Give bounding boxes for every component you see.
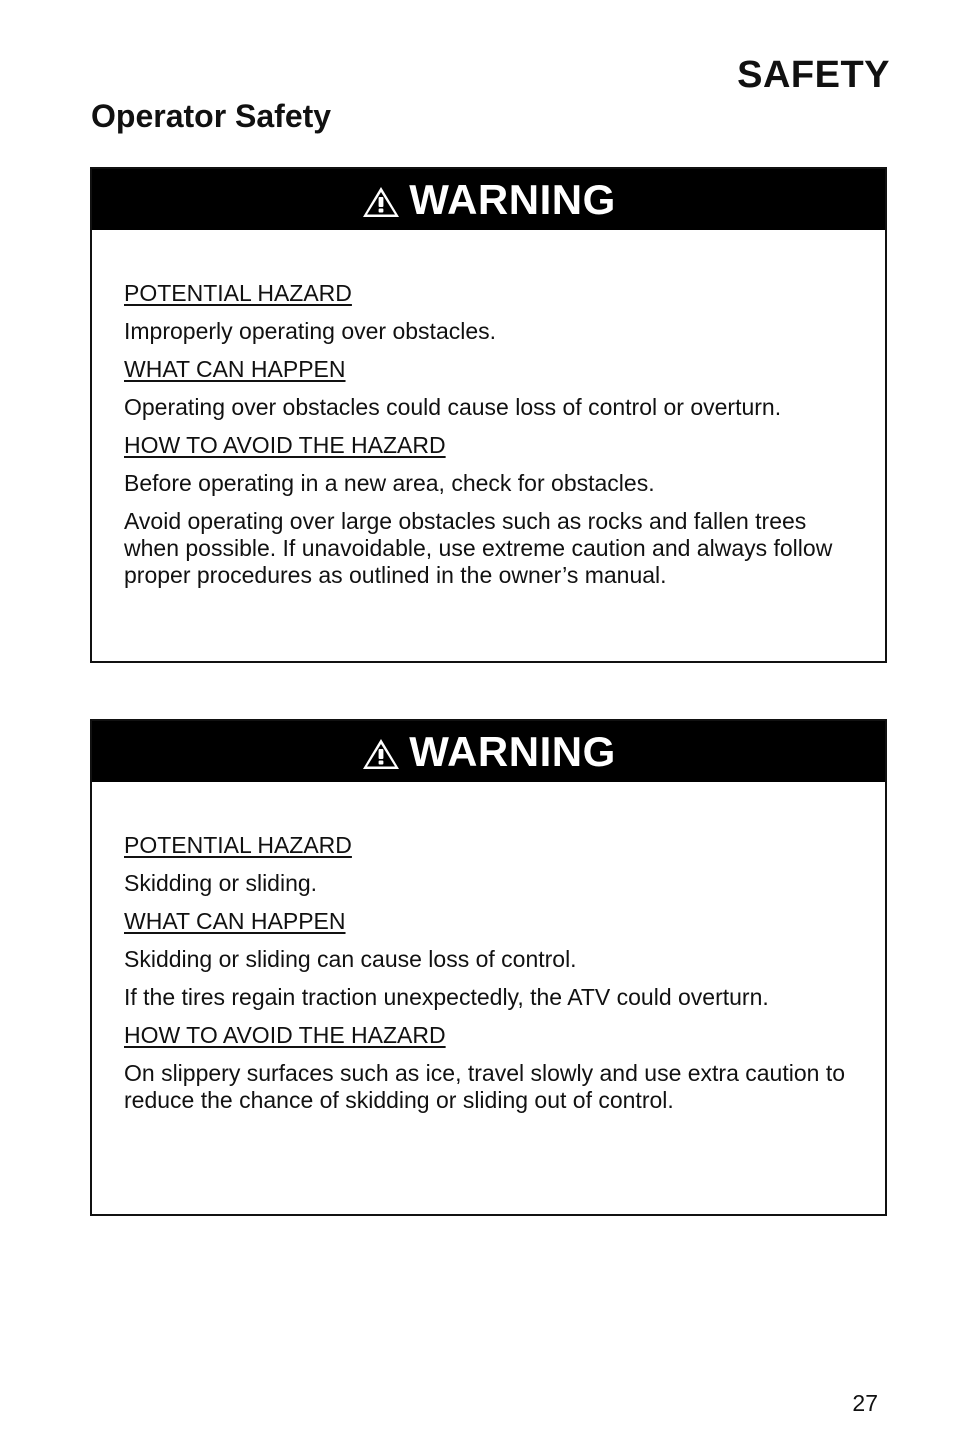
warning-triangle-icon — [361, 737, 401, 771]
how-to-avoid-text: On slippery surfaces such as ice, travel slowly and use extra caution to reduce the chance of skidding or sliding out of control. — [124, 1060, 846, 1113]
how-to-avoid-heading: HOW TO AVOID THE HAZARD — [124, 1022, 446, 1048]
warning-box-skidding — [90, 719, 887, 1216]
warning-triangle-icon — [361, 185, 401, 219]
warning-body — [92, 782, 885, 1114]
warning-header — [92, 169, 885, 230]
page-number: 27 — [852, 1390, 878, 1416]
how-to-avoid-heading: HOW TO AVOID THE HAZARD — [124, 432, 446, 458]
warning-header — [92, 721, 885, 782]
warning-box-obstacles — [90, 167, 887, 663]
how-to-avoid-text: Avoid operating over large obstacles such as rocks and fallen trees when possible. If unavoidable, use extreme caution and always follow proper procedures as outlined in the owner’s manual. — [124, 508, 833, 588]
what-can-happen-text: If the tires regain traction unexpectedly, the ATV could overturn. — [124, 984, 769, 1010]
potential-hazard-heading: POTENTIAL HAZARD — [124, 832, 352, 858]
warning-label: WARNING — [409, 727, 616, 775]
how-to-avoid-text: Before operating in a new area, check for obstacles. — [124, 470, 655, 496]
potential-hazard-text: Improperly operating over obstacles. — [124, 318, 497, 344]
what-can-happen-text: Skidding or sliding can cause loss of control. — [124, 946, 577, 972]
section-title: SAFETY — [737, 54, 890, 96]
what-can-happen-text: Operating over obstacles could cause loss of control or overturn. — [124, 394, 782, 420]
what-can-happen-heading: WHAT CAN HAPPEN — [124, 908, 346, 934]
warning-label: WARNING — [409, 175, 616, 223]
potential-hazard-heading: POTENTIAL HAZARD — [124, 280, 352, 306]
potential-hazard-text: Skidding or sliding. — [124, 870, 318, 896]
what-can-happen-heading: WHAT CAN HAPPEN — [124, 356, 346, 382]
subsection-title: Operator Safety — [91, 98, 332, 134]
warning-body — [92, 230, 885, 589]
